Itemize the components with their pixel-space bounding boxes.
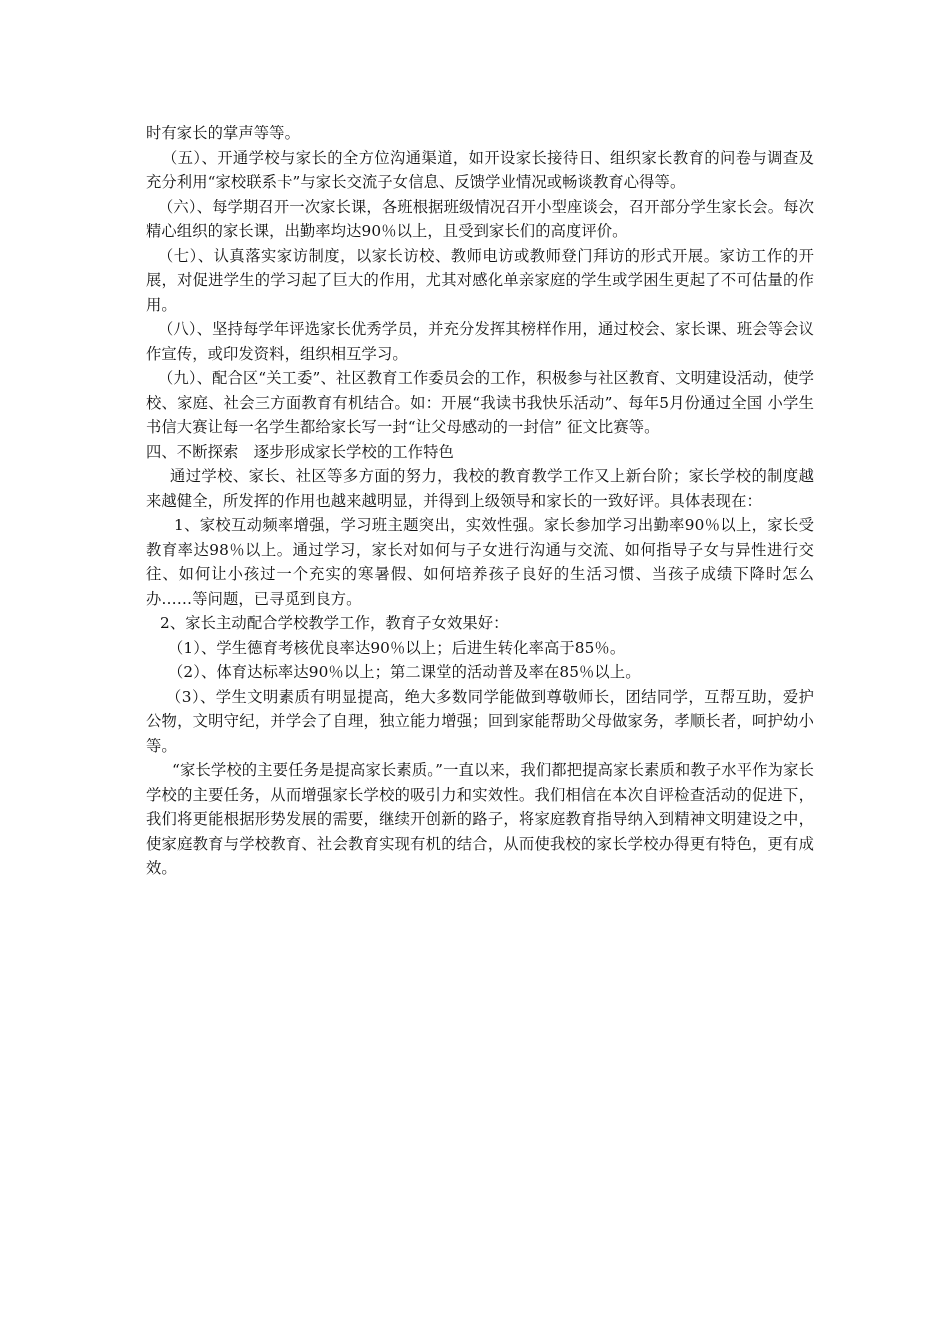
paragraph-subresult-2: （2）、体育达标率达90％以上；第二课堂的活动普及率在85％以上。	[168, 663, 641, 681]
paragraph-item-6: （六）、每学期召开一次家长课，各班根据班级情况召开小型座谈会，召开部分学生家长会。每次精心组织的家长课，出勤率均达90％以上，且受到家长们的高度评价。	[146, 197, 814, 240]
paragraph-subresult-1: （1）、学生德育考核优良率达90％以上；后进生转化率高于85％。	[168, 638, 626, 657]
paragraph-item-5: （五）、开通学校与家长的全方位沟通渠道，如开设家长接待日、组织家长教育的问卷与调查及充分利用“家校联系卡”与家长交流子女信息、反馈学业情况或畅谈教育心得等。	[146, 148, 814, 191]
paragraph-item-7: （七）、认真落实家访制度，以家长访校、教师电访或教师登门拜访的形式开展。家访工作的开展，对促进学生的学习起了巨大的作用，尤其对感化单亲家庭的学生或学困生更起了不可估量的作用。	[146, 246, 814, 314]
paragraph-result-2: 2、家长主动配合学校教学工作，教育子女效果好：	[160, 614, 509, 632]
document-body	[146, 121, 814, 881]
paragraph-item-9: （九）、配合区“关工委”、社区教育工作委员会的工作，积极参与社区教育、文明建设活动，使学校、家庭、社会三方面教育有机结合。如：开展“我读书我快乐活动”、每年5月份通过全国 小学生书信大赛让每一名学生都给家长写一封“让父母感动的一封信” 征文比赛等。	[146, 369, 814, 436]
paragraph-summary-intro: 通过学校、家长、社区等多方面的努力，我校的教育教学工作又上新台阶；家长学校的制度越来越健全，所发挥的作用也越来越明显，并得到上级领导和家长的一致好评。具体表现在：	[146, 467, 814, 510]
paragraph-item-8: （八）、坚持每学年评选家长优秀学员，并充分发挥其榜样作用，通过校会、家长课、班会等会议作宣传，或印发资料，组织相互学习。	[146, 320, 814, 363]
paragraph-continuation: 时有家长的掌声等等。	[146, 124, 300, 142]
paragraph-conclusion: “家长学校的主要任务是提高家长素质。”一直以来，我们都把提高家长素质和教子水平作为家长学校的主要任务，从而增强家长学校的吸引力和实效性。我们相信在本次自评检查活动的促进下，我们将更能根据形势发展的需要，继续开创新的路子，将家庭教育指导纳入到精神文明建设之中，使家庭教育与学校教育、社会教育实现有机的结合，从而使我校的家长学校办得更有特色，更有成效。	[146, 761, 814, 877]
section-heading-4: 四、不断探索 逐步形成家长学校的工作特色	[146, 442, 454, 461]
paragraph-subresult-3: （3）、学生文明素质有明显提高，绝大多数同学能做到尊敬师长，团结同学，互帮互助，爱护公物，文明守纪，并学会了自理，独立能力增强；回到家能帮助父母做家务，孝顺长者，呵护幼小等。	[146, 687, 814, 755]
paragraph-result-1: 1、家校互动频率增强，学习班主题突出，实效性强。家长参加学习出勤率90％以上，家长受教育率达98％以上。通过学习，家长对如何与子女进行沟通与交流、如何指导子女与异性进行交往、如何让小孩过一个充实的寒暑假、如何培养孩子良好的生活习惯、当孩子成绩下降时怎么办……等问题，已寻觅到良方。	[146, 516, 814, 608]
